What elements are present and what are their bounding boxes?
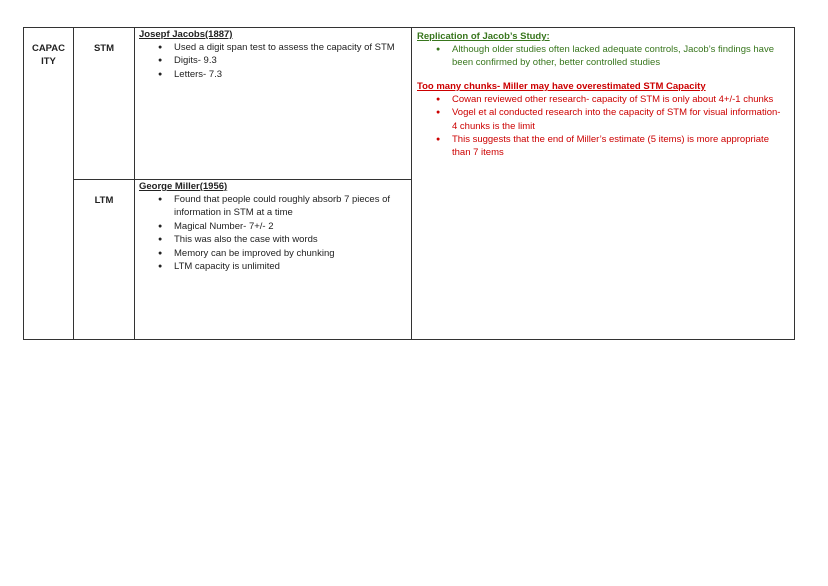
stm-label: STM <box>93 43 115 54</box>
list-item: ● Cowan reviewed other research- capacity of STM is only about 4+/-1 chunks <box>452 93 788 106</box>
ltm-label-cell <box>74 180 135 340</box>
replication-heading: Replication of Jacob’s Study: <box>417 31 550 42</box>
replication-points <box>417 43 788 70</box>
list-item: ● This suggests that the end of Miller’s estimate (5 items) is more appropriate than 7 items <box>452 133 788 160</box>
jacobs-points <box>139 41 407 81</box>
evaluation-cell <box>412 28 795 340</box>
list-item: ● This was also the case with words <box>174 233 407 246</box>
list-item: ● Although older studies often lacked adequate controls, Jacob’s findings have been confirmed by other, better controlled studies <box>452 43 788 70</box>
list-item: ● Used a digit span test to assess the capacity of STM <box>174 41 407 54</box>
chunks-points <box>417 93 788 160</box>
topic-cell <box>24 28 74 340</box>
list-item: ● Magical Number- 7+/- 2 <box>174 220 407 233</box>
stm-study-cell <box>135 28 412 180</box>
miller-heading: George Miller(1956) <box>139 181 228 192</box>
list-item: ● Memory can be improved by chunking <box>174 247 407 260</box>
stm-label-cell <box>74 28 135 180</box>
ltm-label: LTM <box>94 195 114 206</box>
notes-table <box>23 27 795 340</box>
jacobs-heading: Josepf Jacobs(1887) <box>139 29 233 40</box>
chunks-heading: Too many chunks- Miller may have overestimated STM Capacity <box>417 80 706 92</box>
miller-points <box>139 193 407 273</box>
list-item: ● Digits- 9.3 <box>174 54 407 67</box>
list-item: ● Vogel et al conducted research into the capacity of STM for visual information- 4 chunks is the limit <box>452 106 788 133</box>
topic-label: CAPACITY <box>31 43 66 67</box>
list-item: ● LTM capacity is unlimited <box>174 260 407 273</box>
list-item: ● Found that people could roughly absorb 7 pieces of information in STM at a time <box>174 193 407 220</box>
list-item: ● Letters- 7.3 <box>174 68 407 81</box>
ltm-study-cell <box>135 180 412 340</box>
